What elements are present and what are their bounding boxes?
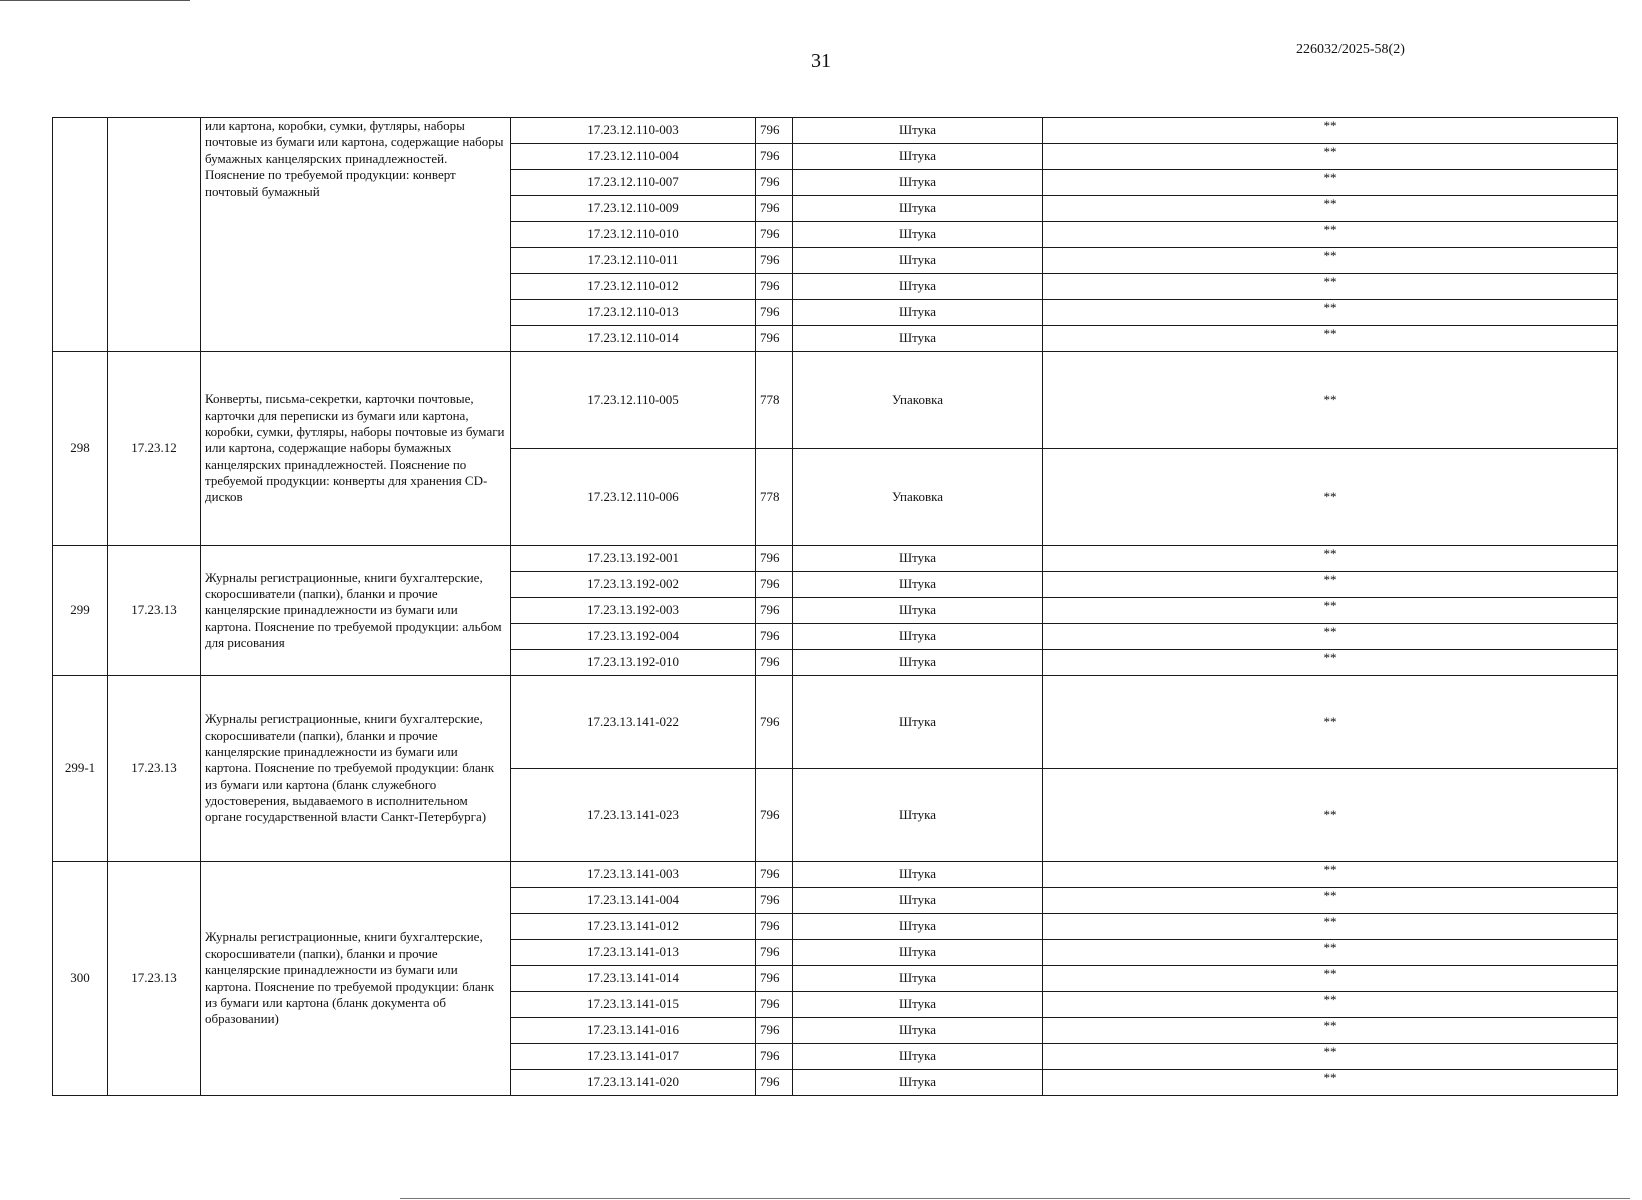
okei-code: 796 xyxy=(756,1018,793,1044)
product-table xyxy=(52,117,1618,1096)
okei-code: 796 xyxy=(756,769,793,862)
okei-code: 796 xyxy=(756,676,793,769)
unit-name: Штука xyxy=(793,196,1043,222)
okei-code: 796 xyxy=(756,650,793,676)
requirement-mark: ** xyxy=(1043,196,1618,222)
okei-code: 796 xyxy=(756,966,793,992)
table-row xyxy=(53,546,1618,572)
requirement-mark: ** xyxy=(1043,248,1618,274)
okei-code: 796 xyxy=(756,992,793,1018)
requirement-mark: ** xyxy=(1043,992,1618,1018)
unit-name: Штука xyxy=(793,118,1043,144)
unit-name: Штука xyxy=(793,572,1043,598)
unit-name: Штука xyxy=(793,888,1043,914)
ktru-code: 17.23.12.110-005 xyxy=(511,352,756,449)
okei-code: 796 xyxy=(756,274,793,300)
requirement-mark: ** xyxy=(1043,966,1618,992)
row-number: 300 xyxy=(53,862,108,1096)
product-description: Журналы регистрационные, книги бухгалтерские, скоросшиватели (папки), бланки и прочие канцелярские принадлежности из бумаги или картона. Пояснение по требуемой продукции: альбом для рисования xyxy=(201,546,511,676)
okpd-code: 17.23.13 xyxy=(108,676,201,862)
unit-name: Штука xyxy=(793,300,1043,326)
requirement-mark: ** xyxy=(1043,676,1618,769)
unit-name: Штука xyxy=(793,769,1043,862)
okei-code: 796 xyxy=(756,248,793,274)
ktru-code: 17.23.13.141-014 xyxy=(511,966,756,992)
okpd-code xyxy=(108,118,201,352)
okpd-code: 17.23.13 xyxy=(108,862,201,1096)
okei-code: 796 xyxy=(756,624,793,650)
unit-name: Штука xyxy=(793,326,1043,352)
okei-code: 796 xyxy=(756,144,793,170)
requirement-mark: ** xyxy=(1043,1070,1618,1096)
ktru-code: 17.23.13.141-003 xyxy=(511,862,756,888)
okei-code: 796 xyxy=(756,888,793,914)
requirement-mark: ** xyxy=(1043,274,1618,300)
okei-code: 796 xyxy=(756,222,793,248)
okei-code: 778 xyxy=(756,352,793,449)
ktru-code: 17.23.12.110-003 xyxy=(511,118,756,144)
page-number: 31 xyxy=(811,50,831,72)
okei-code: 796 xyxy=(756,914,793,940)
unit-name: Штука xyxy=(793,1044,1043,1070)
unit-name: Штука xyxy=(793,274,1043,300)
ktru-code: 17.23.12.110-007 xyxy=(511,170,756,196)
requirement-mark: ** xyxy=(1043,546,1618,572)
requirement-mark: ** xyxy=(1043,914,1618,940)
okei-code: 778 xyxy=(756,449,793,546)
ktru-code: 17.23.13.141-022 xyxy=(511,676,756,769)
requirement-mark: ** xyxy=(1043,572,1618,598)
okei-code: 796 xyxy=(756,118,793,144)
unit-name: Штука xyxy=(793,676,1043,769)
okei-code: 796 xyxy=(756,598,793,624)
requirement-mark: ** xyxy=(1043,300,1618,326)
okpd-code: 17.23.12 xyxy=(108,352,201,546)
unit-name: Штука xyxy=(793,222,1043,248)
ktru-code: 17.23.12.110-014 xyxy=(511,326,756,352)
ktru-code: 17.23.13.192-004 xyxy=(511,624,756,650)
row-number xyxy=(53,118,108,352)
okei-code: 796 xyxy=(756,546,793,572)
requirement-mark: ** xyxy=(1043,144,1618,170)
requirement-mark: ** xyxy=(1043,598,1618,624)
ktru-code: 17.23.13.192-003 xyxy=(511,598,756,624)
okei-code: 796 xyxy=(756,572,793,598)
requirement-mark: ** xyxy=(1043,888,1618,914)
ktru-code: 17.23.12.110-011 xyxy=(511,248,756,274)
ktru-code: 17.23.13.192-001 xyxy=(511,546,756,572)
product-description: Конверты, письма-секретки, карточки почтовые, карточки для переписки из бумаги или картона, коробки, сумки, футляры, наборы почтовые из бумаги или картона, содержащие наборы бумажных канцелярских принадлежностей. Пояснение по требуемой продукции: конверты для хранения CD-дисков xyxy=(201,352,511,546)
ktru-code: 17.23.12.110-013 xyxy=(511,300,756,326)
unit-name: Штука xyxy=(793,1018,1043,1044)
okei-code: 796 xyxy=(756,326,793,352)
row-number: 299 xyxy=(53,546,108,676)
okei-code: 796 xyxy=(756,940,793,966)
row-number: 299-1 xyxy=(53,676,108,862)
product-description: Журналы регистрационные, книги бухгалтерские, скоросшиватели (папки), бланки и прочие канцелярские принадлежности из бумаги или картона. Пояснение по требуемой продукции: бланк из бумаги или картона (бланк документа об образовании) xyxy=(201,862,511,1096)
product-description: или картона, коробки, сумки, футляры, наборы почтовые из бумаги или картона, содержащие наборы бумажных канцелярских принадлежностей. Пояснение по требуемой продукции: конверт почтовый бумажный xyxy=(201,118,511,352)
unit-name: Упаковка xyxy=(793,449,1043,546)
requirement-mark: ** xyxy=(1043,862,1618,888)
ktru-code: 17.23.13.141-012 xyxy=(511,914,756,940)
ktru-code: 17.23.13.141-017 xyxy=(511,1044,756,1070)
ktru-code: 17.23.13.141-016 xyxy=(511,1018,756,1044)
ktru-code: 17.23.13.141-013 xyxy=(511,940,756,966)
bottom-rule xyxy=(400,1198,1630,1199)
unit-name: Штука xyxy=(793,624,1043,650)
unit-name: Штука xyxy=(793,598,1043,624)
okei-code: 796 xyxy=(756,1070,793,1096)
requirement-mark: ** xyxy=(1043,624,1618,650)
product-description: Журналы регистрационные, книги бухгалтерские, скоросшиватели (папки), бланки и прочие канцелярские принадлежности из бумаги или картона. Пояснение по требуемой продукции: бланк из бумаги или картона (бланк служебного удостоверения, выдаваемого в исполнительном органе государственной власти Санкт-Петербурга) xyxy=(201,676,511,862)
ktru-code: 17.23.12.110-009 xyxy=(511,196,756,222)
ktru-code: 17.23.12.110-010 xyxy=(511,222,756,248)
unit-name: Штука xyxy=(793,144,1043,170)
unit-name: Штука xyxy=(793,992,1043,1018)
okei-code: 796 xyxy=(756,170,793,196)
unit-name: Штука xyxy=(793,546,1043,572)
requirement-mark: ** xyxy=(1043,326,1618,352)
unit-name: Штука xyxy=(793,248,1043,274)
requirement-mark: ** xyxy=(1043,1044,1618,1070)
unit-name: Штука xyxy=(793,914,1043,940)
requirement-mark: ** xyxy=(1043,449,1618,546)
requirement-mark: ** xyxy=(1043,352,1618,449)
requirement-mark: ** xyxy=(1043,940,1618,966)
requirement-mark: ** xyxy=(1043,1018,1618,1044)
ktru-code: 17.23.13.192-002 xyxy=(511,572,756,598)
unit-name: Штука xyxy=(793,170,1043,196)
ktru-code: 17.23.13.141-023 xyxy=(511,769,756,862)
okei-code: 796 xyxy=(756,300,793,326)
unit-name: Штука xyxy=(793,650,1043,676)
ktru-code: 17.23.12.110-006 xyxy=(511,449,756,546)
table-row xyxy=(53,676,1618,769)
table-row xyxy=(53,352,1618,449)
ktru-code: 17.23.13.141-015 xyxy=(511,992,756,1018)
requirement-mark: ** xyxy=(1043,650,1618,676)
requirement-mark: ** xyxy=(1043,170,1618,196)
requirement-mark: ** xyxy=(1043,118,1618,144)
unit-name: Штука xyxy=(793,940,1043,966)
unit-name: Штука xyxy=(793,966,1043,992)
okei-code: 796 xyxy=(756,1044,793,1070)
okpd-code: 17.23.13 xyxy=(108,546,201,676)
top-rule xyxy=(0,0,190,1)
unit-name: Упаковка xyxy=(793,352,1043,449)
ktru-code: 17.23.12.110-004 xyxy=(511,144,756,170)
okei-code: 796 xyxy=(756,862,793,888)
requirement-mark: ** xyxy=(1043,222,1618,248)
document-reference: 226032/2025-58(2) xyxy=(1296,42,1405,57)
okei-code: 796 xyxy=(756,196,793,222)
row-number: 298 xyxy=(53,352,108,546)
ktru-code: 17.23.12.110-012 xyxy=(511,274,756,300)
table-row xyxy=(53,118,1618,144)
ktru-code: 17.23.13.192-010 xyxy=(511,650,756,676)
table-row xyxy=(53,862,1618,888)
ktru-code: 17.23.13.141-020 xyxy=(511,1070,756,1096)
unit-name: Штука xyxy=(793,862,1043,888)
requirement-mark: ** xyxy=(1043,769,1618,862)
unit-name: Штука xyxy=(793,1070,1043,1096)
ktru-code: 17.23.13.141-004 xyxy=(511,888,756,914)
